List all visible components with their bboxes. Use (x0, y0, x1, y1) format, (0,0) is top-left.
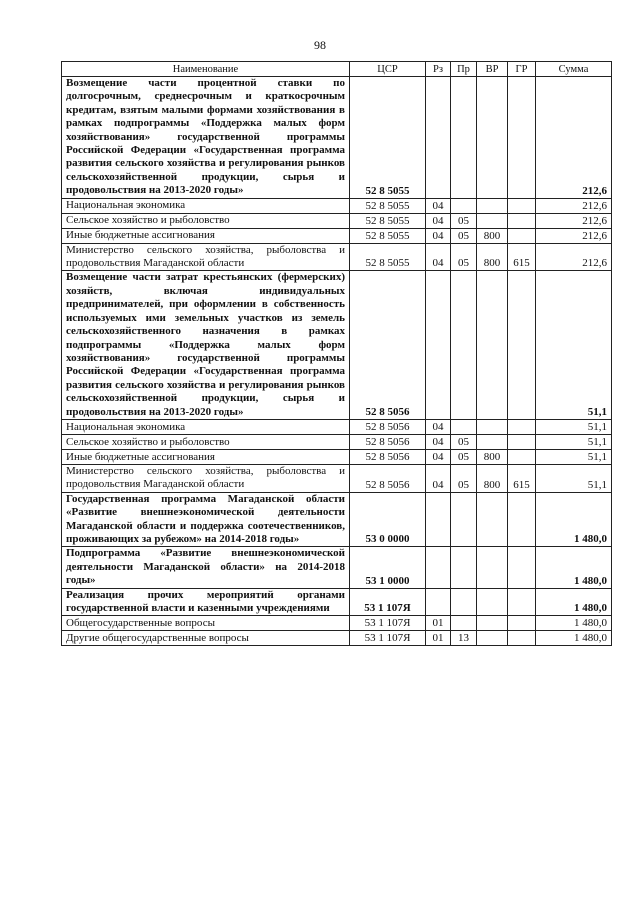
cell-csr: 52 8 5056 (350, 419, 426, 434)
cell-sum: 1 480,0 (536, 547, 612, 588)
cell-gr (508, 198, 536, 213)
cell-csr: 53 1 0000 (350, 547, 426, 588)
cell-sum: 51,1 (536, 419, 612, 434)
cell-vr: 800 (477, 243, 508, 271)
cell-name: Государственная программа Магаданской области «Развитие внешнеэкономической деятельности Магаданской области и поддержка соотечественников, проживающих за рубежом» на 2014-2018 годы» (62, 492, 350, 547)
cell-csr: 52 8 5055 (350, 213, 426, 228)
cell-pr (451, 419, 477, 434)
cell-pr: 13 (451, 631, 477, 646)
cell-vr: 800 (477, 449, 508, 464)
cell-pr: 05 (451, 434, 477, 449)
cell-name: Министерство сельского хозяйства, рыболовства и продовольствия Магаданской области (62, 243, 350, 271)
cell-sum: 1 480,0 (536, 616, 612, 631)
budget-table (61, 61, 612, 646)
table-header-row (62, 62, 612, 77)
cell-name: Реализация прочих мероприятий органами государственной власти и казенными учреждениями (62, 588, 350, 616)
cell-vr: 800 (477, 228, 508, 243)
cell-sum: 51,1 (536, 449, 612, 464)
cell-vr (477, 77, 508, 199)
cell-name: Другие общегосударственные вопросы (62, 631, 350, 646)
cell-sum: 212,6 (536, 228, 612, 243)
cell-pr (451, 271, 477, 419)
cell-name: Сельское хозяйство и рыболовство (62, 434, 350, 449)
table-row (62, 631, 612, 646)
cell-name: Иные бюджетные ассигнования (62, 228, 350, 243)
table-row (62, 77, 612, 199)
cell-rz: 04 (426, 213, 451, 228)
cell-sum: 1 480,0 (536, 631, 612, 646)
cell-pr (451, 492, 477, 547)
cell-gr (508, 616, 536, 631)
cell-gr (508, 492, 536, 547)
cell-name: Возмещение части процентной ставки по долгосрочным, среднесрочным и краткосрочным кредитам, взятым малыми формами хозяйствования в рамках подпрограммы «Поддержка малых форм хозяйствования» государственной программы Российской Федерации «Государственная программа развития сельского хозяйства и регулирования рынков сельскохозяйственной продукции, сырья и продовольствия на 2013-2020 годы» (62, 77, 350, 199)
cell-gr (508, 419, 536, 434)
header-csr: ЦСР (350, 62, 426, 77)
header-gr: ГР (508, 62, 536, 77)
table-row (62, 616, 612, 631)
cell-vr (477, 588, 508, 616)
header-rz: Рз (426, 62, 451, 77)
cell-pr (451, 198, 477, 213)
cell-name: Иные бюджетные ассигнования (62, 449, 350, 464)
cell-csr: 52 8 5055 (350, 243, 426, 271)
cell-vr (477, 434, 508, 449)
cell-sum: 51,1 (536, 464, 612, 492)
cell-name: Сельское хозяйство и рыболовство (62, 213, 350, 228)
table-row (62, 464, 612, 492)
cell-csr: 52 8 5055 (350, 198, 426, 213)
table-body (62, 77, 612, 646)
cell-gr (508, 547, 536, 588)
cell-sum: 51,1 (536, 271, 612, 419)
cell-rz: 04 (426, 228, 451, 243)
cell-pr (451, 588, 477, 616)
cell-name: Возмещение части затрат крестьянских (фермерских) хозяйств, включая индивидуальных предпринимателей, при оформлении в собственность используемых ими земельных участков из земель сельскохозяйственного назначения в рамках подпрограммы «Поддержка малых форм хозяйствования» государственной программы Российской Федерации «Государственная программа развития сельского хозяйства и регулирования рынков сельскохозяйственной продукции, сырья и продовольствия на 2013-2020 годы» (62, 271, 350, 419)
cell-vr (477, 616, 508, 631)
cell-name: Подпрограмма «Развитие внешнеэкономической деятельности Магаданской области» на 2014-2018 годы» (62, 547, 350, 588)
table-row (62, 213, 612, 228)
cell-gr (508, 631, 536, 646)
cell-rz: 04 (426, 464, 451, 492)
cell-sum: 212,6 (536, 213, 612, 228)
cell-csr: 52 8 5056 (350, 434, 426, 449)
cell-pr: 05 (451, 449, 477, 464)
page-number: 98 (314, 38, 326, 52)
table-row (62, 492, 612, 547)
header-name: Наименование (62, 62, 350, 77)
cell-gr (508, 588, 536, 616)
cell-rz (426, 77, 451, 199)
cell-sum: 51,1 (536, 434, 612, 449)
cell-pr: 05 (451, 243, 477, 271)
cell-rz: 01 (426, 616, 451, 631)
table-row (62, 547, 612, 588)
cell-gr: 615 (508, 464, 536, 492)
cell-pr (451, 547, 477, 588)
cell-vr (477, 419, 508, 434)
cell-name: Национальная экономика (62, 419, 350, 434)
cell-gr (508, 271, 536, 419)
cell-pr (451, 77, 477, 199)
cell-sum: 212,6 (536, 198, 612, 213)
cell-csr: 53 1 107Я (350, 588, 426, 616)
cell-gr: 615 (508, 243, 536, 271)
cell-gr (508, 434, 536, 449)
cell-rz (426, 492, 451, 547)
table-row (62, 198, 612, 213)
cell-vr: 800 (477, 464, 508, 492)
cell-vr (477, 271, 508, 419)
header-vr: ВР (477, 62, 508, 77)
table-row (62, 271, 612, 419)
cell-rz: 04 (426, 449, 451, 464)
cell-vr (477, 631, 508, 646)
cell-csr: 52 8 5056 (350, 271, 426, 419)
cell-rz (426, 547, 451, 588)
table-row (62, 243, 612, 271)
table-row (62, 419, 612, 434)
cell-vr (477, 492, 508, 547)
cell-rz: 04 (426, 434, 451, 449)
cell-rz (426, 588, 451, 616)
table-row (62, 228, 612, 243)
cell-rz: 04 (426, 419, 451, 434)
cell-pr: 05 (451, 464, 477, 492)
table-row (62, 588, 612, 616)
cell-rz (426, 271, 451, 419)
cell-vr (477, 547, 508, 588)
table-row (62, 434, 612, 449)
cell-csr: 52 8 5055 (350, 77, 426, 199)
cell-gr (508, 77, 536, 199)
cell-pr: 05 (451, 213, 477, 228)
cell-pr (451, 616, 477, 631)
cell-csr: 52 8 5056 (350, 464, 426, 492)
cell-sum: 1 480,0 (536, 588, 612, 616)
cell-rz: 04 (426, 243, 451, 271)
cell-csr: 52 8 5055 (350, 228, 426, 243)
cell-name: Национальная экономика (62, 198, 350, 213)
cell-csr: 52 8 5056 (350, 449, 426, 464)
header-pr: Пр (451, 62, 477, 77)
cell-gr (508, 213, 536, 228)
cell-csr: 53 1 107Я (350, 616, 426, 631)
cell-name: Общегосударственные вопросы (62, 616, 350, 631)
cell-rz: 01 (426, 631, 451, 646)
cell-csr: 53 1 107Я (350, 631, 426, 646)
cell-gr (508, 228, 536, 243)
cell-sum: 212,6 (536, 77, 612, 199)
header-sum: Сумма (536, 62, 612, 77)
cell-sum: 212,6 (536, 243, 612, 271)
cell-pr: 05 (451, 228, 477, 243)
cell-rz: 04 (426, 198, 451, 213)
table-row (62, 449, 612, 464)
cell-sum: 1 480,0 (536, 492, 612, 547)
cell-vr (477, 198, 508, 213)
cell-name: Министерство сельского хозяйства, рыболовства и продовольствия Магаданской области (62, 464, 350, 492)
cell-csr: 53 0 0000 (350, 492, 426, 547)
cell-vr (477, 213, 508, 228)
cell-gr (508, 449, 536, 464)
